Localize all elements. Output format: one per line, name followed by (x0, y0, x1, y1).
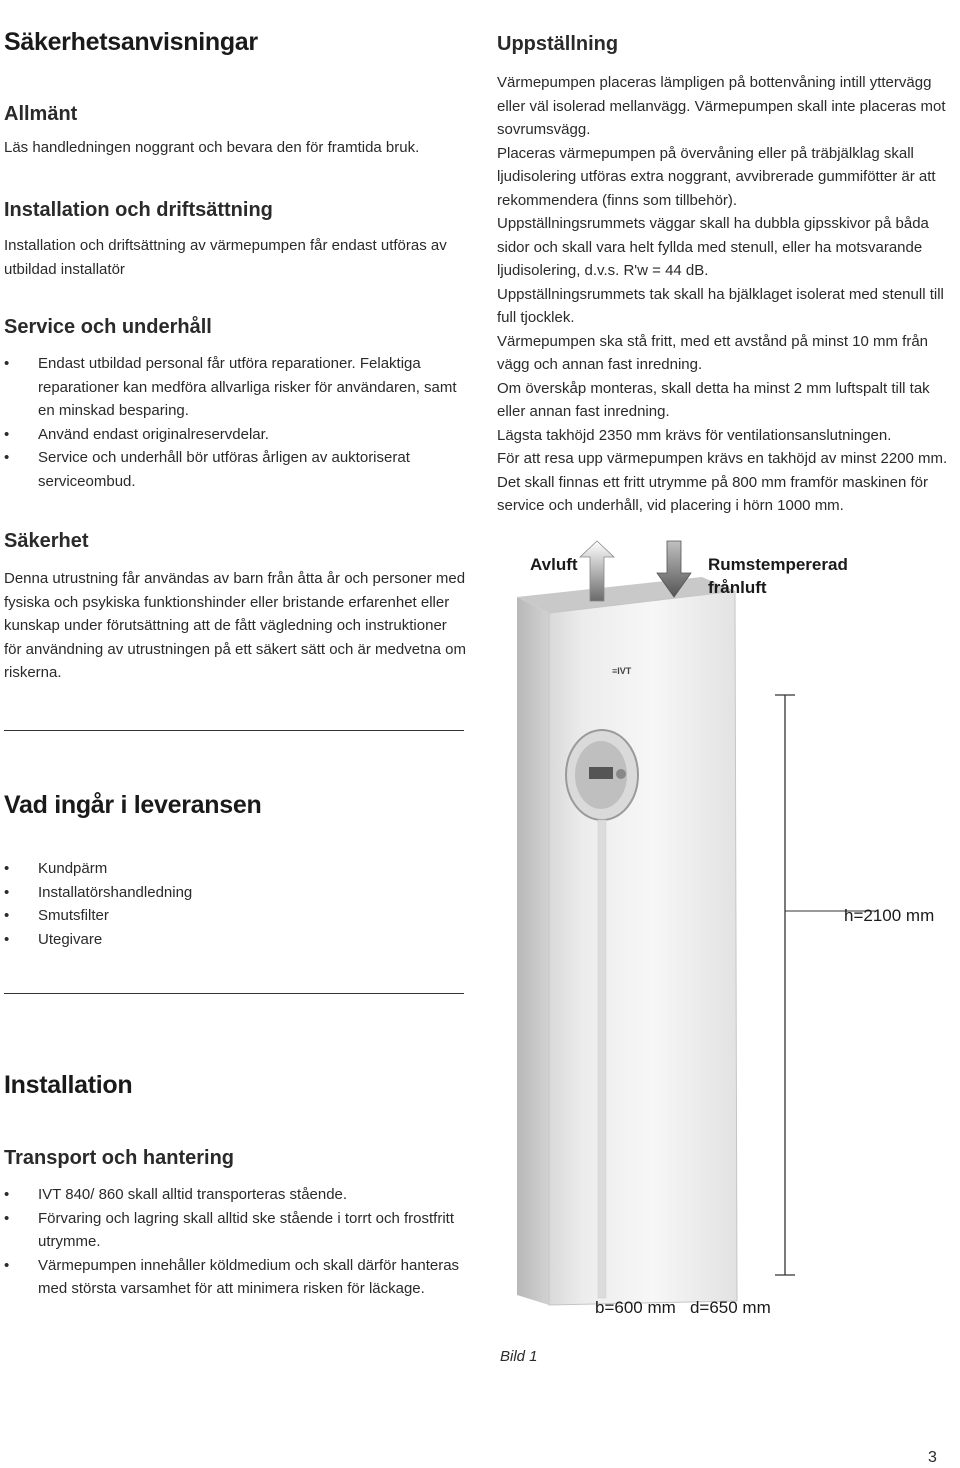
list-item (4, 1207, 474, 1254)
bullet-icon: • (4, 1209, 10, 1227)
placement-line: vägg och annan fast inredning. (497, 356, 703, 373)
install-text-line: utbildad installatör (4, 260, 125, 278)
transport-list (4, 1183, 474, 1301)
front-strip (598, 820, 606, 1298)
list-item (4, 1254, 474, 1301)
heat-pump-figure (497, 535, 960, 1335)
placement-line: Värmepumpen ska stå fritt, med ett avstånd på minst 10 mm från (497, 332, 929, 350)
list-item-label: Utegivare (38, 930, 103, 948)
placement-line: ljudisolering, d.v.s. R'w = 44 dB. (497, 262, 709, 279)
install-text (4, 234, 474, 281)
list-item (4, 857, 474, 881)
placement-line: Uppställningsrummets väggar skall ha dubbla gipsskivor på båda (497, 215, 929, 232)
rumstemp-label-line: Rumstempererad (708, 555, 848, 574)
avluft-label: Avluft (530, 555, 578, 574)
bullet-icon: • (4, 930, 10, 948)
install-heading: Installation och driftsättning (4, 199, 273, 221)
page-title: Säkerhetsanvisningar (4, 28, 258, 56)
placement-heading: Uppställning (497, 33, 619, 55)
bullet-icon: • (4, 907, 10, 924)
placement-line: full tjocklek. (497, 309, 575, 326)
bullet-icon: • (4, 883, 10, 901)
bullet-icon: • (4, 355, 10, 372)
placement-line: ljudisolering utföras extra noggrant, avvibrerade gummifötter är att (497, 168, 936, 185)
list-item (4, 446, 474, 493)
width-depth-label: b=600 mm d=650 mm (595, 1298, 771, 1317)
control-knob (616, 769, 626, 779)
placement-line: sovrumsvägg. (497, 121, 591, 138)
divider (4, 993, 464, 994)
list-item-line: Använd endast originalreservdelar. (38, 425, 269, 443)
list-item (4, 1183, 474, 1207)
service-list (4, 352, 474, 493)
rumstemp-label-line: frånluft (708, 578, 767, 597)
height-label: h=2100 mm (844, 906, 935, 925)
bullet-icon: • (4, 449, 10, 466)
safety-line: riskerna. (4, 664, 62, 681)
placement-line: Om överskåp monteras, skall detta ha minst 2 mm luftspalt till tak (497, 379, 930, 397)
list-item (4, 904, 474, 928)
safety-line: fysiska och psykiska funktionshinder eller bristande erfarenhet eller (4, 593, 450, 611)
bullet-icon: • (4, 1186, 10, 1203)
list-item (4, 881, 474, 905)
safety-line: för användning av utrustningen på ett säkert sätt och är medvetna om (4, 640, 466, 658)
placement-line: sidor och skall vara helt fyllda med stenull, eller ha motsvarande (497, 238, 923, 256)
list-item-line: IVT 840/ 860 skall alltid transporteras stående. (38, 1186, 348, 1203)
list-item-label: Installatörshandledning (38, 883, 193, 901)
install-text-line: Installation och driftsättning av värmepumpen får endast utföras av (4, 237, 447, 254)
placement-line: Värmepumpen placeras lämpligen på bottenvåning intill yttervägg (497, 74, 932, 91)
list-item-label: Kundpärm (38, 860, 108, 877)
list-item-line: serviceombud. (38, 472, 136, 490)
heat-pump-illustration (497, 535, 960, 1335)
placement-line: service och underhåll, vid placering i hörn 1000 mm. (497, 497, 844, 514)
delivery-list (4, 857, 474, 951)
pump-front-body (549, 591, 737, 1305)
list-item (4, 423, 474, 447)
delivery-title: Vad ingår i leveransen (4, 791, 262, 819)
safety-text (4, 567, 474, 685)
list-item-line: Service och underhåll bör utföras årligen av auktoriserat (38, 449, 410, 466)
safety-heading: Säkerhet (4, 530, 89, 552)
list-item (4, 928, 474, 952)
bullet-icon: • (4, 1256, 10, 1274)
rumstemp-label (708, 553, 848, 599)
placement-line: För att resa upp värmepumpen krävs en takhöjd av minst 2200 mm. (497, 450, 948, 467)
placement-line: eller väl isolerad mellanvägg. Värmepumpen skall inte placeras mot (497, 97, 946, 115)
placement-line: Uppställningsrummets tak skall ha bjälklaget isolerat med stenull till (497, 285, 944, 303)
list-item-line: med största varsamhet för att minimera risken för läckage. (38, 1280, 425, 1297)
list-item-line: Förvaring och lagring skall alltid ske stående i torrt och frostfritt (38, 1209, 455, 1227)
service-heading: Service och underhåll (4, 316, 212, 338)
list-item-line: Värmepumpen innehåller köldmedium och skall därför hanteras (38, 1256, 460, 1274)
safety-line: Denna utrustning får användas av barn från åtta år och personer med (4, 570, 466, 587)
placement-text (497, 71, 957, 518)
list-item-line: reparationer kan medföra allvarliga risker för användaren, samt (38, 378, 457, 396)
placement-line: eller annan fast inredning. (497, 403, 670, 420)
placement-line: Placeras värmepumpen på övervåning eller på träbjälklag skall (497, 144, 914, 162)
list-item-line: Endast utbildad personal får utföra reparationer. Felaktiga (38, 355, 421, 372)
divider (4, 730, 464, 731)
placement-line: Lägsta takhöjd 2350 mm krävs för ventilationsanslutningen. (497, 426, 892, 444)
figure-caption: Bild 1 (500, 1348, 538, 1365)
display-screen (589, 767, 613, 779)
brand-logo: ≡IVT (612, 666, 632, 676)
list-item (4, 352, 474, 423)
list-item-label: Smutsfilter (38, 907, 109, 924)
installation-title: Installation (4, 1071, 133, 1099)
bullet-icon: • (4, 860, 10, 877)
page-number: 3 (928, 1449, 937, 1466)
bullet-icon: • (4, 425, 10, 443)
placement-line: Det skall finnas ett fritt utrymme på 800 mm framför maskinen för (497, 473, 928, 491)
safety-line: kunskap under förutsättning att de fått vägledning och instruktioner (4, 617, 447, 634)
pump-side-face (517, 597, 549, 1305)
general-heading: Allmänt (4, 103, 78, 125)
transport-heading: Transport och hantering (4, 1147, 235, 1169)
list-item-line: en minskad besparing. (38, 402, 189, 419)
general-text: Läs handledningen noggrant och bevara den för framtida bruk. (4, 139, 420, 156)
list-item-line: utrymme. (38, 1233, 101, 1250)
placement-line: rekommendera (finns som tillbehör). (497, 191, 738, 209)
